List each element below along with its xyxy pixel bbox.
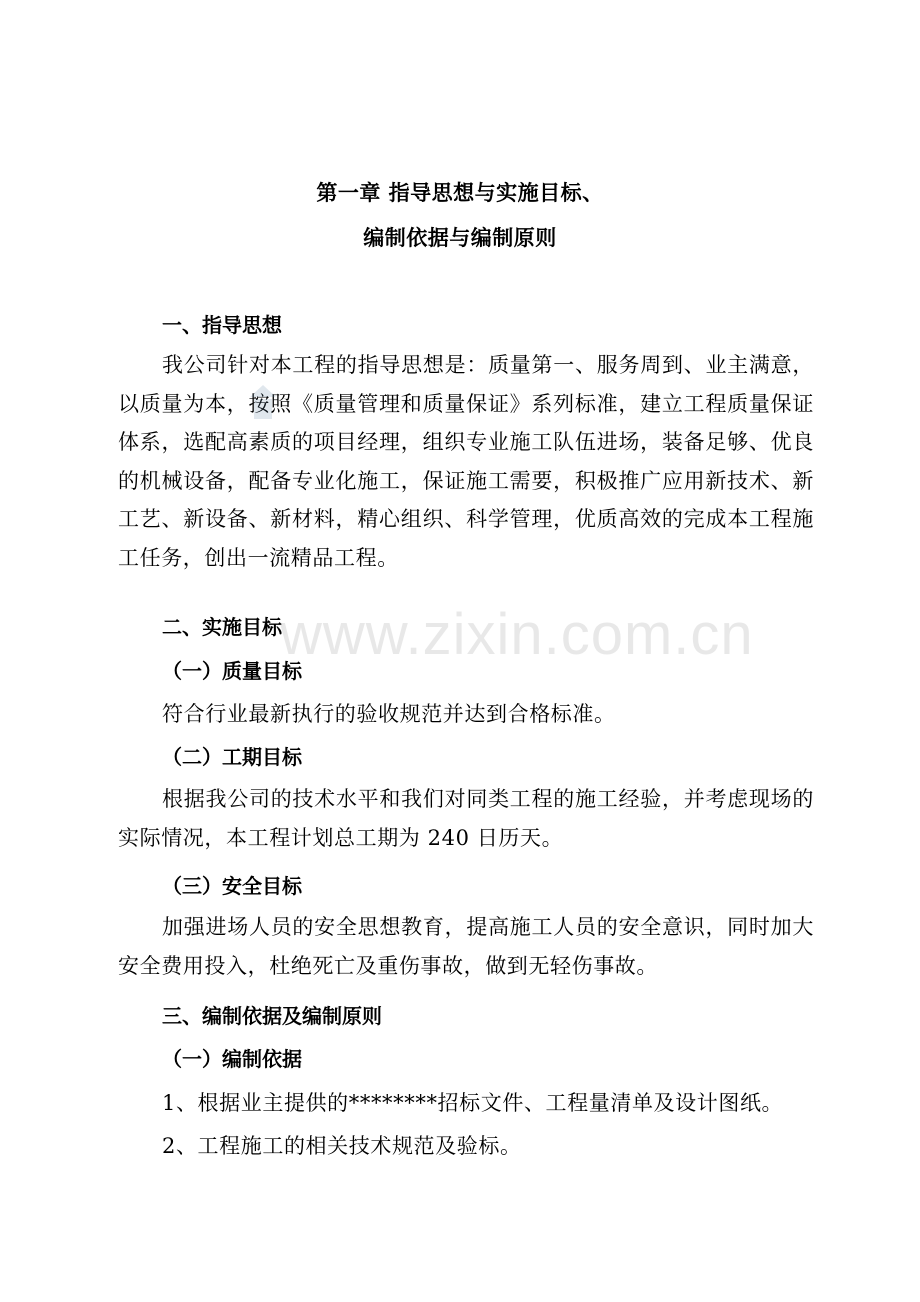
section-heading-guiding-thought: 一、指导思想 (162, 313, 282, 337)
section-heading-goals: 二、实施目标 (162, 615, 282, 639)
guiding-thought-paragraph: 我公司针对本工程的指导思想是：质量第一、服务周到、业主满意，以质量为本，按照《质量管理和质量保证》系列标准，建立工程质量保证体系，选配高素质的项目经理，组织专业施工队伍进场，装备足够、优良的机械设备，配备专业化施工，保证施工需要，积极推广应用新技术、新工艺、新设备、新材料，精心组织、科学管理，优质高效的完成本工程施工任务，创出一流精品工程。 (118, 353, 814, 570)
basis-item: 1、根据业主提供的********招标文件、工程量清单及设计图纸。 (162, 1091, 784, 1115)
section-heading-basis-principles: 三、编制依据及编制原则 (162, 1004, 382, 1028)
subheading-safety-goal: （三）安全目标 (162, 874, 302, 898)
basis-item: 2、工程施工的相关技术规范及验标。 (162, 1134, 522, 1158)
safety-goal-paragraph: 加强进场人员的安全思想教育，提高施工人员的安全意识，同时加大安全费用投入，杜绝死亡及重伤事故，做到无轻伤事故。 (118, 915, 814, 978)
quality-goal-text: 符合行业最新执行的验收规范并达到合格标准。 (162, 702, 616, 726)
chapter-title-line-1: 第一章 指导思想与实施目标、 (316, 181, 604, 205)
chapter-title-line-2: 编制依据与编制原则 (363, 226, 557, 250)
watermark-logo-icon (248, 383, 278, 423)
subheading-basis: （一）编制依据 (162, 1047, 302, 1071)
subheading-quality-goal: （一）质量目标 (162, 659, 302, 683)
schedule-goal-paragraph: 根据我公司的技术水平和我们对同类工程的施工经验，并考虑现场的实际情况，本工程计划总工期为 240 日历天。 (118, 787, 814, 850)
watermark: www.zixin.com.cn (280, 602, 754, 667)
subheading-schedule-goal: （二）工期目标 (162, 745, 302, 769)
